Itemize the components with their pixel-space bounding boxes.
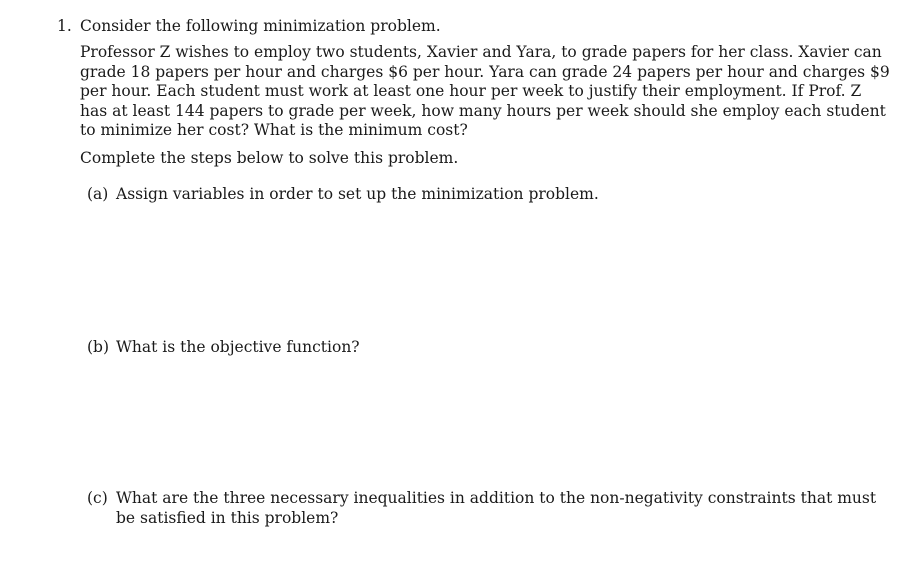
problem-statement: [80, 43, 890, 141]
problem-number: 1.: [57, 17, 72, 35]
part-c-question-line: be satisfied in this problem?: [116, 509, 339, 527]
part-c-label: (c): [87, 489, 108, 507]
problem-statement-line: to minimize her cost? What is the minimum cost?: [80, 121, 468, 140]
part-b-question: What is the objective function?: [116, 338, 360, 356]
problem-statement-line: grade 18 papers per hour and charges $6 per hour. Yara can grade 24 papers per hour and charges $9: [80, 62, 890, 81]
part-a-question: Assign variables in order to set up the minimization problem.: [116, 185, 599, 203]
steps-instruction: Complete the steps below to solve this problem.: [80, 149, 459, 167]
problem-statement-line: per hour. Each student must work at least one hour per week to justify their employment. If Prof. Z: [80, 82, 862, 101]
part-b-label: (b): [87, 338, 110, 356]
part-a-label: (a): [87, 185, 109, 203]
problem-statement-line: Professor Z wishes to employ two students, Xavier and Yara, to grade papers for her class. Xavier can: [80, 43, 882, 61]
problem-intro: Consider the following minimization problem.: [80, 17, 441, 35]
part-c-question: [116, 488, 877, 528]
part-c-question-line: What are the three necessary inequalities in addition to the non-negativity constraints that must: [116, 489, 877, 507]
problem-statement-line: has at least 144 papers to grade per week, how many hours per week should she employ each student: [80, 101, 886, 120]
